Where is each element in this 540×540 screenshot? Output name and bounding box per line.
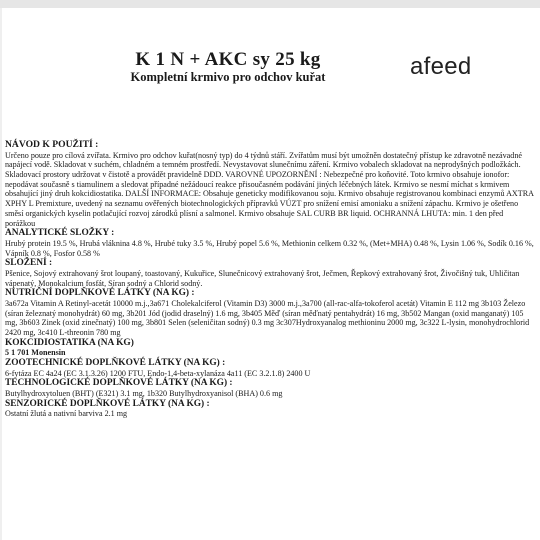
section-text-nutricni: 3a672a Vitamin A Retinyl-acetát 10000 m.j.,3a671 Cholekalciferol (Vitamin D3) 3000 m.j.,3a700 (all-rac-alfa-tokoferol acetát) Vitamin E 112 mg 3b103 Železo (síran železnatý monohydrát) 60 mg, 3b201 Jód (jodid draselný) 1.6 mg, 3b405 Měď (síran měďnatý pentahydrát) 16 mg, 3b502 Mangan (oxid manganatý) 105 mg, 3b603 Zinek (oxid zinečnatý) 100 mg, 3b801 Selen (seleničitan sodný) 0.3 mg 3c307Hydroxyanalog methioninu 2000 mg, 3c322 L-lysin, monohydrochlorid 2420 mg, 3c410 L-threonin 780 mg xyxy=(5,298,530,337)
section-heading-technologicke: TECHNOLOGICKÉ DOPLŇKOVÉ LÁTKY (NA KG) : xyxy=(5,378,233,389)
product-title: K 1 N + AKC sy 25 kg xyxy=(135,49,321,70)
section-heading-slozeni: SLOŽENÍ : xyxy=(5,258,53,269)
section-text-analyticke: Hrubý protein 19.5 %, Hrubá vláknina 4.8 %, Hrubé tuky 3.5 %, Hrubý popel 5.6 %, Methionin celkem 0.32 %, (Met+MHA) 0.48 %, Lysin 1.06 %, Sodík 0.16 %, Vápník 0.8 %, Fosfor 0.58 % xyxy=(5,238,534,258)
section-text-slozeni: Pšenice, Sojový extrahovaný šrot loupaný, toastovaný, Kukuřice, Slunečnicový extrahovaný šrot, Ječmen, Řepkový extrahovaný šrot, Živočišný tuk, Uhličitan vápenatý, Monokalcium fosfát, Síran sodný a Chlorid sodný. xyxy=(5,268,520,288)
section-text-navod: Určeno pouze pro cílová zvířata. Krmivo pro odchov kuřat(nosný typ) do 4 týdnů stáří. Zvířatům musí být umožněn dostatečný přístup ke zdravotně nezávadné napájecí vodě. Skladovat v suchém, chladném a temném prostředí. Nevystavovat slunečnímu záření. Krmivo vobalech skladovat na neprodyšných podložkách. Skladovací prostory udržovat v čistotě a provádět pravidelně DDD. VAROVNÉ UPOZORNĚNÍ : Nebezpečné pro koňovité. Toto krmivo obsahuje ionofor: nepodávat současně s tiamulinem a sledovat případné nežádoucí reakce přisoučasném podávání jiných léčebných látek. Krmivo se nesmí míchat s krmivem obsahující jiný druh kokcidiostatika. DALŠÍ INFORMACE: Obsahuje geneticky modifikovanou soju. Krmivo obsahuje registrovanou kombinaci enzymů AXTRA XPHY L Premixture, uvedený na seznamu ověřených biotechnologických přípravků VÚZT pro snížení emisí amoniaku a snížení zápachu. Krmivo je ošetřeno směsí organických kyselin potlačující rozvoj zárodků plísní a salmonel. Krmivo obsahuje SAL CURB BR liquid. OCHRANNÁ LHUTA: min. 1 den před porážkou xyxy=(5,150,534,228)
section-heading-zootechnicke: ZOOTECHNICKÉ DOPLŇKOVÉ LÁTKY (NA KG) : xyxy=(5,357,226,368)
section-heading-kokcidiostatika: KOKCIDIOSTATIKA (NA KG) xyxy=(5,337,134,348)
left-border xyxy=(0,8,2,540)
section-text-kokcidiostatika: 5 1 701 Monensin xyxy=(5,348,66,358)
product-subtitle: Kompletní krmivo pro odchov kuřat xyxy=(130,70,326,84)
brand-logo: afeed xyxy=(410,53,472,80)
section-heading-nutricni: NUTRIČNÍ DOPLŇKOVÉ LÁTKY (NA KG) : xyxy=(5,288,195,299)
section-heading-analyticke: ANALYTICKÉ SLOŽKY : xyxy=(5,228,115,239)
section-text-zootechnicke: 6-fytáza EC 4a24 (EC 3.1.3.26) 1200 FTU, Endo-1,4-beta-xylanáza 4a11 (EC 3.2.1.8) 2400 U xyxy=(5,368,311,378)
section-heading-navod: NÁVOD K POUŽITÍ : xyxy=(5,139,99,150)
section-text-technologicke: Butylhydroxytoluen (BHT) (E321) 3.1 mg, 1b320 Butylhydroxyanisol (BHA) 0.6 mg xyxy=(5,388,283,398)
top-border xyxy=(0,0,540,8)
section-heading-senzoricke: SENZORICKÉ DOPLŇKOVÉ LÁTKY (NA KG) : xyxy=(5,398,210,409)
label-body xyxy=(5,140,535,419)
section-text-senzoricke: Ostatní žlutá a nativní barviva 2.1 mg xyxy=(5,409,128,419)
